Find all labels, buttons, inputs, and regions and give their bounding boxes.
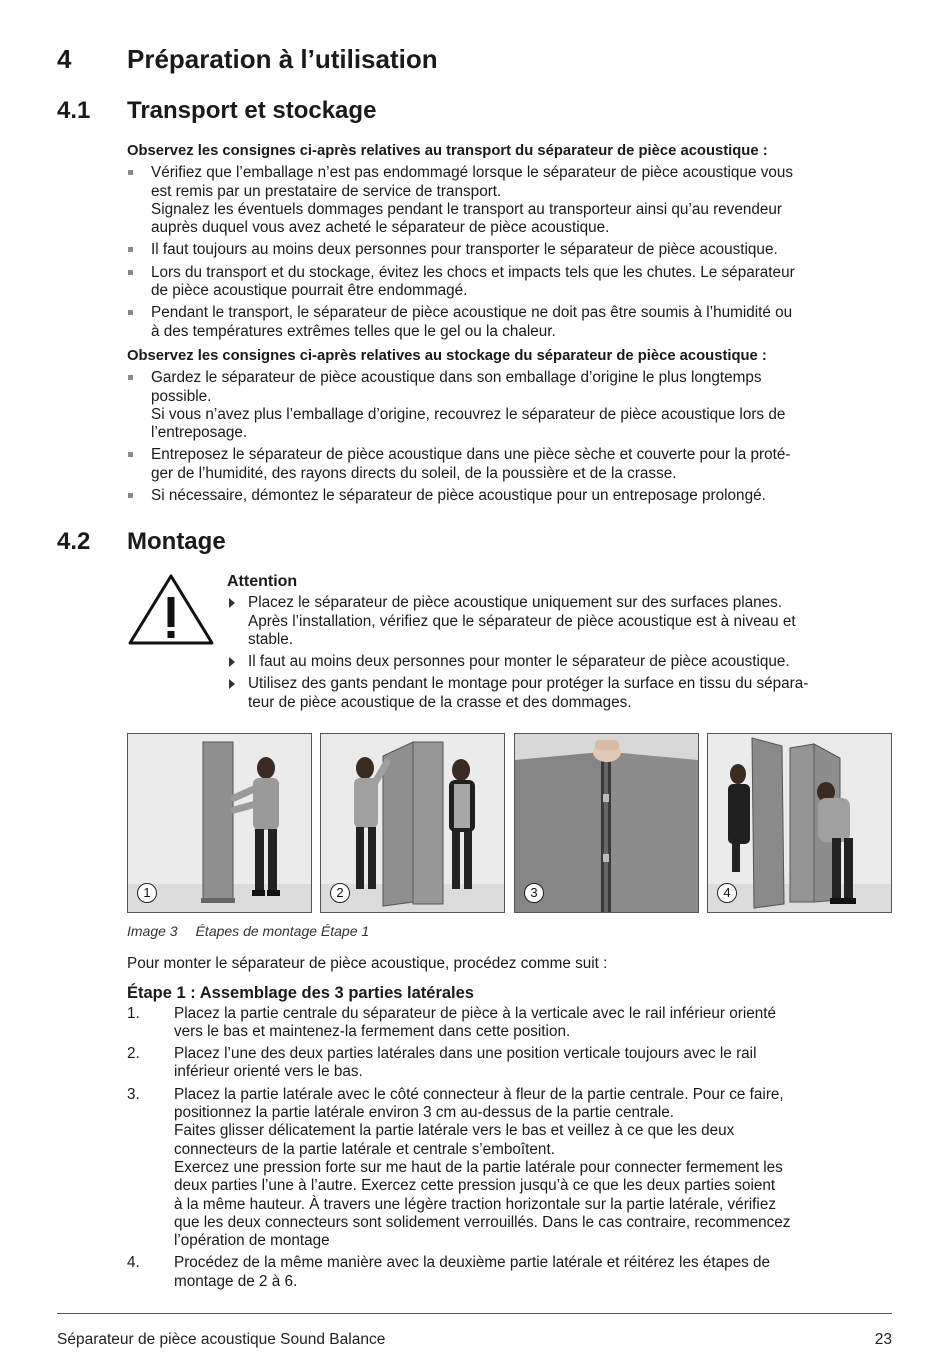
text-line: l’opération de montage — [174, 1232, 330, 1250]
warning-title: Attention — [227, 573, 298, 590]
transport-list — [127, 164, 892, 341]
step-number: 2. — [127, 1045, 140, 1063]
assembly-photo-1 — [127, 733, 312, 913]
warning-list — [227, 594, 892, 712]
list-item — [227, 653, 892, 671]
list-item — [127, 446, 892, 483]
page-number: 23 — [874, 1331, 892, 1348]
text-line: à la même hauteur. À travers une légère traction horizontale sur la partie latérale, vérifiez — [174, 1195, 776, 1213]
text-line: Entreposez le séparateur de pièce acoustique dans une pièce sèche et couverte pour la proté- — [151, 446, 791, 464]
text-line: Gardez le séparateur de pièce acoustique dans son emballage d’origine le plus longtemps — [151, 369, 762, 387]
transport-lead: Observez les consignes ci-après relatives au transport du séparateur de pièce acoustique : — [127, 143, 768, 159]
warning-triangle-icon — [127, 573, 215, 652]
assembly-photos — [127, 733, 892, 913]
step-number: 1. — [127, 1004, 140, 1022]
list-item — [127, 264, 892, 301]
list-item — [127, 241, 892, 259]
text-line: Placez la partie centrale du séparateur de pièce à la verticale avec le rail inférieur orienté — [174, 1004, 777, 1022]
text-line: ger de l’humidité, des rayons directs du soleil, de la poussière et de la crasse. — [151, 464, 677, 482]
step-number: 4. — [127, 1254, 140, 1272]
section-41-title: Transport et stockage — [127, 97, 377, 124]
list-item — [127, 487, 892, 505]
list-item — [227, 675, 892, 712]
footer-divider — [57, 1313, 892, 1314]
warning-text — [227, 573, 892, 716]
step-item — [127, 1086, 892, 1251]
text-line: à des températures extrêmes telles que le gel ou la chaleur. — [151, 322, 556, 340]
assembly-body — [127, 955, 892, 1295]
assembly-intro: Pour monter le séparateur de pièce acoustique, procédez comme suit : — [127, 955, 608, 972]
text-line: montage de 2 à 6. — [174, 1272, 298, 1290]
figure-caption — [127, 923, 369, 939]
text-line: Signalez les éventuels dommages pendant le transport au transporteur ainsi qu’au revendeur — [151, 200, 782, 218]
list-item — [127, 164, 892, 237]
square-bullet-icon — [128, 375, 133, 380]
text-line: auprès duquel vous avez acheté le séparateur de pièce acoustique. — [151, 219, 610, 237]
text-line: Faites glisser délicatement la partie latérale vers le bas et veillez à ce que les deux — [174, 1122, 735, 1140]
section-41-number: 4.1 — [57, 97, 91, 124]
text-line: positionnez la partie latérale environ 3 cm au-dessus de la partie centrale. — [174, 1104, 674, 1122]
text-line: Il faut au moins deux personnes pour monter le séparateur de pièce acoustique. — [248, 653, 790, 671]
step-number: 3. — [127, 1085, 140, 1103]
step-number-badge: 4 — [717, 883, 737, 903]
list-item — [127, 369, 892, 442]
text-line: Il faut toujours au moins deux personnes pour transporter le séparateur de pièce acoustique. — [151, 241, 778, 259]
text-line: Procédez de la même manière avec la deuxième partie latérale et réitérez les étapes de — [174, 1254, 771, 1272]
caption-text: Étapes de montage Étape 1 — [195, 923, 370, 939]
assembly-photo-3 — [514, 733, 699, 913]
step-list — [127, 1005, 892, 1291]
square-bullet-icon — [128, 452, 133, 457]
step-item — [127, 1254, 892, 1291]
text-line: stable. — [248, 630, 294, 648]
step-item — [127, 1005, 892, 1042]
storage-list — [127, 369, 892, 505]
section-42-number: 4.2 — [57, 528, 91, 555]
text-line: l’entreposage. — [151, 424, 248, 442]
text-line: possible. — [151, 387, 212, 405]
text-line: inférieur orienté vers le bas. — [174, 1063, 363, 1081]
list-item — [127, 304, 892, 341]
warning-block — [127, 573, 892, 723]
text-line: Lors du transport et du stockage, évitez les chocs et impacts tels que les chutes. Le séparateur — [151, 263, 795, 281]
storage-lead: Observez les consignes ci-après relatives au stockage du séparateur de pièce acoustique : — [127, 347, 767, 364]
text-line: connecteurs de la partie latérale et centrale s’emboîtent. — [174, 1140, 555, 1158]
assembly-photo-4 — [707, 733, 892, 913]
text-line: Après l’installation, vérifiez que le séparateur de pièce acoustique est à niveau et — [248, 612, 796, 630]
text-line: Vérifiez que l’emballage n’est pas endommagé lorsque le séparateur de pièce acoustique vous — [151, 164, 794, 182]
assembly-photo-2 — [320, 733, 505, 913]
chapter-title: Préparation à l’utilisation — [127, 44, 438, 74]
square-bullet-icon — [128, 170, 133, 175]
text-line: Placez le séparateur de pièce acoustique uniquement sur des surfaces planes. — [248, 594, 783, 612]
text-line: deux parties l’une à l’autre. Exercez cette pression jusqu’à ce que les deux parties soient — [174, 1177, 776, 1195]
section-41-body — [127, 142, 892, 509]
text-line: vers le bas et maintenez-la fermement dans cette position. — [174, 1022, 571, 1040]
square-bullet-icon — [128, 493, 133, 498]
text-line: Utilisez des gants pendant le montage pour protéger la surface en tissu du sépara- — [248, 675, 809, 693]
text-line: teur de pièce acoustique de la crasse et des dommages. — [248, 693, 632, 711]
step-title: Étape 1 : Assemblage des 3 parties latérales — [127, 984, 474, 1003]
square-bullet-icon — [128, 247, 133, 252]
text-line: de pièce acoustique pourrait être endommagé. — [151, 282, 468, 300]
step-item — [127, 1045, 892, 1082]
square-bullet-icon — [128, 310, 133, 315]
step-number-badge: 1 — [137, 883, 157, 903]
caption-label: Image 3 — [127, 923, 178, 939]
text-line: Placez la partie latérale avec le côté connecteur à fleur de la partie centrale. Pour ce faire, — [174, 1085, 784, 1103]
text-line: Exercez une pression forte sur me haut de la partie latérale pour connecter fermement les — [174, 1158, 783, 1176]
text-line: Si vous n’avez plus l’emballage d’origine, recouvrez le séparateur de pièce acoustique lors de — [151, 405, 786, 423]
arrow-right-icon — [229, 657, 235, 667]
step-number-badge: 2 — [330, 883, 350, 903]
text-line: Pendant le transport, le séparateur de pièce acoustique ne doit pas être soumis à l’humidité ou — [151, 304, 793, 322]
arrow-right-icon — [229, 598, 235, 608]
step-number-badge: 3 — [524, 883, 544, 903]
square-bullet-icon — [128, 270, 133, 275]
text-line: Si nécessaire, démontez le séparateur de pièce acoustique pour un entreposage prolongé. — [151, 487, 766, 505]
arrow-right-icon — [229, 679, 235, 689]
list-item — [227, 594, 892, 649]
footer-title: Séparateur de pièce acoustique Sound Balance — [57, 1331, 386, 1348]
text-line: que les deux connecteurs sont solidement verrouillés. Dans le cas contraire, recommencez — [174, 1213, 791, 1231]
chapter-number: 4 — [57, 44, 72, 74]
text-line: Placez l’une des deux parties latérales dans une position verticale toujours avec le rail — [174, 1045, 757, 1063]
text-line: est remis par un prestataire de service de transport. — [151, 182, 502, 200]
section-42-title: Montage — [127, 528, 226, 555]
